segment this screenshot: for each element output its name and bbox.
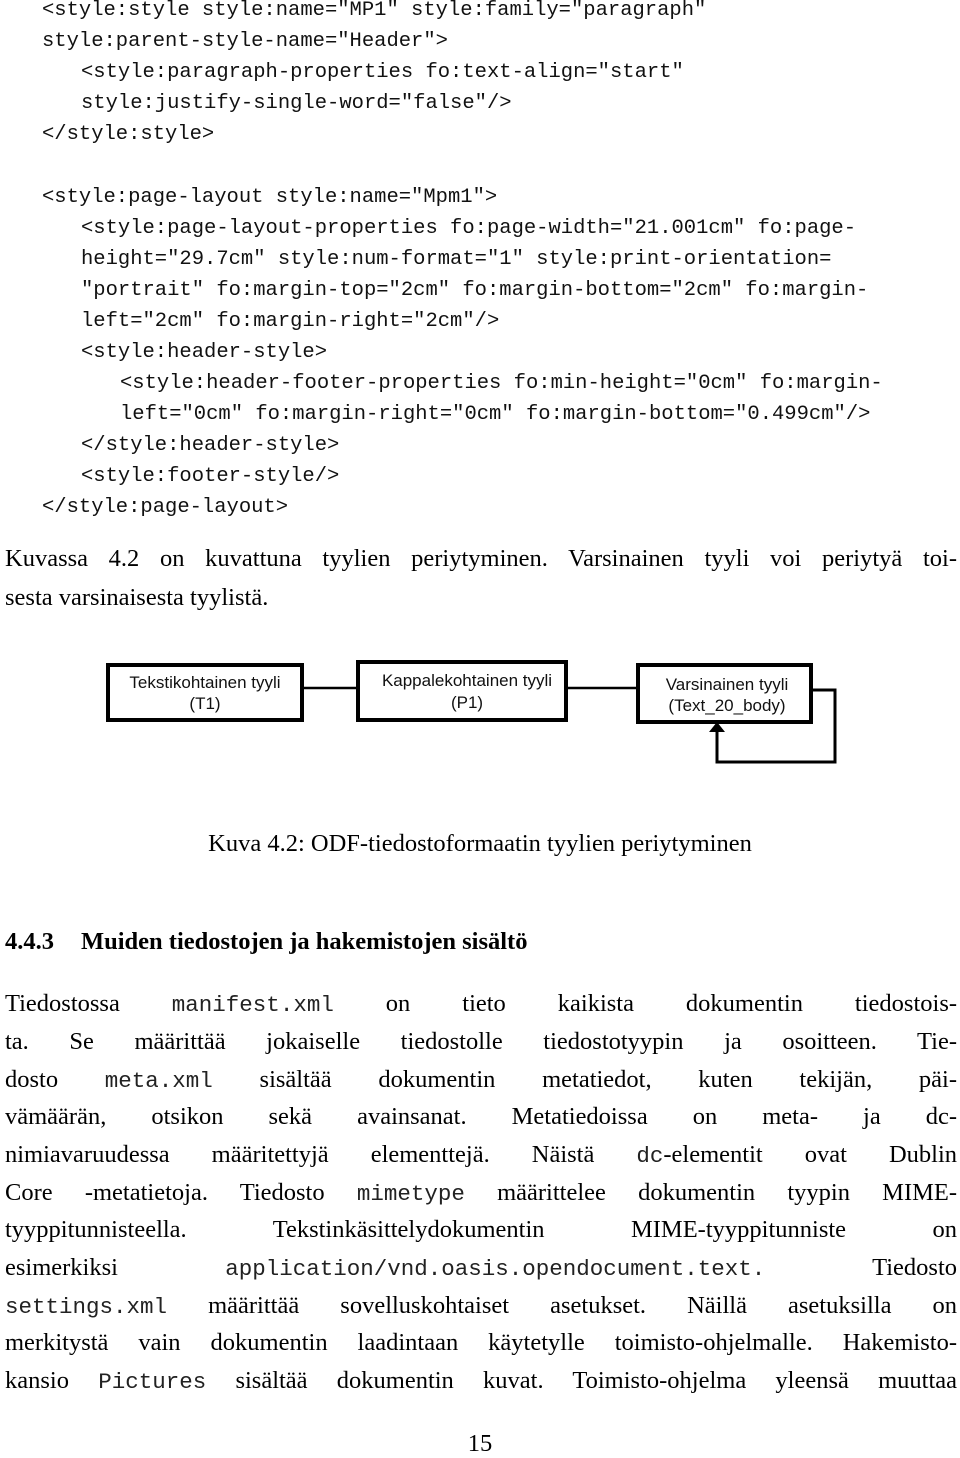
intro-line: sesta varsinaisesta tyylistä. [5, 584, 269, 611]
body-line: nimiavaruudessa määritettyjä elementtejä. Näistä dc-elementit ovat Dublin [5, 1141, 957, 1169]
code-line: style:justify-single-word="false"/> [81, 92, 512, 115]
body-line: Tiedostossa manifest.xml on tieto kaikista dokumentin tiedostois- [5, 990, 958, 1018]
figure-caption: Kuva 4.2: ODF-tiedostoformaatin tyylien periytyminen [208, 830, 752, 857]
code-line: style:parent-style-name="Header"> [42, 30, 448, 53]
section-title: Muiden tiedostojen ja hakemistojen sisältö [81, 928, 528, 955]
body-line: kansio Pictures sisältää dokumentin kuvat. Toimisto-ohjelma yleensä muuttaa [5, 1367, 958, 1395]
code-line: </style:header-style> [81, 434, 340, 457]
paragraph-style-label: Kappalekohtainen tyyli [381, 671, 553, 690]
body-line: esimerkiksi application/vnd.oasis.opendocument.text. Tiedosto [5, 1254, 958, 1282]
style-inheritance-diagram [0, 650, 960, 780]
code-line: </style:page-layout> [42, 496, 289, 519]
body-line: Core -metatietoja. Tiedosto mimetype määrittelee dokumentin tyypin MIME- [5, 1179, 958, 1207]
intro-line: Kuvassa 4.2 on kuvattuna tyylien periytyminen. Varsinainen tyyli voi periytyä toi- [5, 545, 957, 572]
body-line: vämäärän, otsikon sekä avainsanat. Metatiedoissa on meta- ja dc- [5, 1103, 957, 1130]
body-line: ta. Se määrittää jokaiselle tiedostolle tiedostotyypin ja osoitteen. Tie- [5, 1028, 957, 1055]
text-style-code: (T1) [189, 694, 221, 713]
code-line: <style:style style:name="MP1" style:family="paragraph" [42, 0, 707, 22]
section-number: 4.4.3 [5, 928, 54, 955]
code-line: left="2cm" fo:margin-right="2cm"/> [81, 310, 500, 333]
page-number: 15 [467, 1430, 493, 1457]
base-style-label: Varsinainen tyyli [665, 675, 789, 694]
base-style-code: (Text_20_body) [668, 696, 786, 715]
code-line: <style:page-layout style:name="Mpm1"> [42, 186, 498, 209]
code-line: </style:style> [42, 123, 215, 146]
body-line: tyyppitunnisteella. Tekstinkäsittelydokumentin MIME-tyyppitunniste on [5, 1216, 957, 1243]
code-line: <style:page-layout-properties fo:page-width="21.001cm" fo:page- [81, 217, 857, 240]
code-line: <style:footer-style/> [81, 465, 340, 488]
body-line: settings.xml määrittää sovelluskohtaiset asetukset. Näillä asetuksilla on [5, 1292, 957, 1320]
body-line: dosto meta.xml sisältää dokumentin metatiedot, kuten tekijän, päi- [5, 1066, 958, 1094]
code-line: left="0cm" fo:margin-right="0cm" fo:margin-bottom="0.499cm"/> [120, 403, 871, 426]
text-style-label: Tekstikohtainen tyyli [129, 673, 281, 692]
code-line: height="29.7cm" style:num-format="1" style:print-orientation= [81, 248, 832, 271]
body-line: merkitystä vain dokumentin laadintaan käytetylle toimisto-ohjelmalle. Hakemisto- [5, 1329, 957, 1356]
section-heading [5, 927, 527, 957]
code-line: <style:header-style> [81, 341, 328, 364]
code-line: <style:paragraph-properties fo:text-align="start" [81, 61, 684, 84]
code-line: "portrait" fo:margin-top="2cm" fo:margin-bottom="2cm" fo:margin- [81, 279, 869, 302]
code-line: <style:header-footer-properties fo:min-height="0cm" fo:margin- [120, 372, 883, 395]
paragraph-style-code: (P1) [450, 693, 484, 712]
